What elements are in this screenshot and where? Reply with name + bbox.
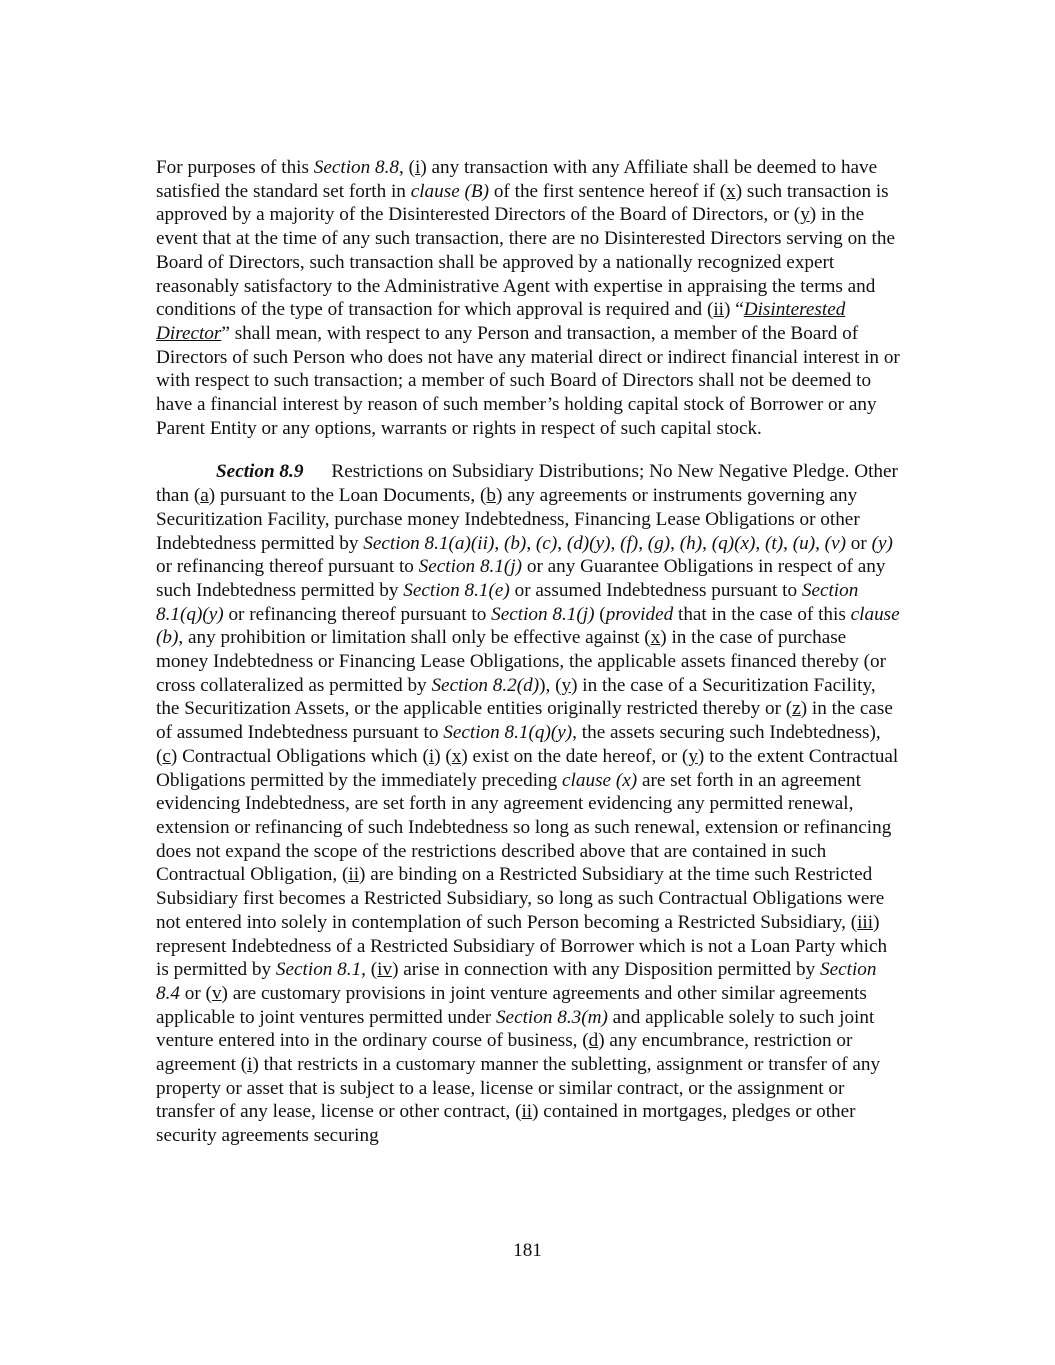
section-title: Restrictions on Subsidiary Distributions; No New Negative Pledge. [331, 461, 850, 483]
section-heading: Section 8.9 [216, 461, 304, 483]
clause-marker: ii [521, 1101, 533, 1123]
section-8-9-paragraph [156, 460, 901, 1147]
text-run: ) Contractual Obligations which ( [170, 745, 429, 767]
clause-marker: c [162, 745, 171, 767]
clause-reference: clause (B) [410, 180, 490, 202]
paragraph-spacer [156, 440, 901, 460]
text-run: ) ( [434, 745, 452, 767]
clause-marker: z [792, 698, 801, 720]
text-run: and applicable solely to such joint venture entered into in the ordinary course of business, ( [156, 1006, 875, 1052]
page-number: 181 [513, 1240, 542, 1261]
text-run: ) such transaction is approved by a majority of the Disinterested Directors of the Board of Directors, or ( [156, 180, 889, 226]
section-reference: Section 8.1 [275, 959, 362, 981]
clause-marker: ii [713, 299, 725, 321]
text-run: ) that restricts in a customary manner the subletting, assignment or transfer of any property or asset that is subject to a lease, license or similar contract, or the assignment or transfer of any lease, license or other contract, ( [156, 1054, 881, 1123]
text-run: , [755, 532, 765, 554]
section-reference: Section 8.3(m) [495, 1006, 608, 1028]
text-run: , [494, 532, 504, 554]
text-run: For purposes of this [156, 157, 314, 178]
text-run: ) are customary provisions in joint venture agreements and other similar agreements applicable to joint ventures permitted under [156, 982, 867, 1028]
section-reference: Section 8.4 [156, 959, 877, 1004]
clause-marker: i [247, 1054, 253, 1076]
text-run: , [526, 532, 536, 554]
text-run: of the first sentence hereof if ( [489, 180, 727, 202]
text-run: or assumed Indebtedness pursuant to [509, 579, 802, 601]
clause-reference: (h) [679, 532, 703, 554]
clause-marker: y [688, 745, 698, 767]
text-run: ) contained in mortgages, pledges or other security agreements securing [156, 1101, 856, 1147]
clause-marker: b [486, 485, 496, 507]
text-run: that in the case of this [673, 603, 851, 625]
text-run: , [702, 532, 712, 554]
section-reference: Section 8.1(j) [418, 556, 523, 578]
clause-marker: y [561, 674, 572, 696]
defined-term: Disinterested Director [156, 299, 846, 344]
text-run: ) are binding on a Restricted Subsidiary at the time such Restricted Subsidiary first becomes a Restricted Subsidiary, so long as such Contractual Obligations were not entered into solely in contemplation of such Person becoming a Restricted Subsidiary, ( [156, 864, 885, 933]
text-run: , ( [399, 157, 416, 178]
text-run: ), ( [539, 674, 562, 696]
text-run: ) any encumbrance, restriction or agreement ( [156, 1030, 853, 1076]
clause-reference: clause (x) [562, 769, 638, 791]
clause-reference: (b) [503, 532, 527, 554]
clause-marker: v [211, 982, 222, 1004]
text-run: ) any transaction with any Affiliate shall be deemed to have satisfied the standard set forth in [156, 157, 878, 202]
clause-marker: iii [857, 911, 874, 933]
section-reference: Section 8.1(j) [491, 603, 595, 625]
clause-reference: clause (b) [156, 603, 900, 649]
text-run: ) “ [724, 299, 744, 321]
section-reference: Section 8.2(d) [431, 674, 540, 696]
clause-reference: (u), (v) [792, 532, 846, 554]
clause-marker: iv [377, 959, 393, 981]
clause-reference: (t) [765, 532, 784, 554]
text-run: or refinancing thereof pursuant to [156, 556, 419, 578]
section-reference: Section 8.1(e) [403, 579, 510, 601]
text-run: ) in the case of a Securitization Facility, the Securitization Assets, or the applicable entities originally restricted thereby or ( [156, 674, 876, 720]
text-run: , ( [361, 959, 378, 981]
clause-marker: a [200, 485, 209, 507]
clause-reference: (c) [535, 532, 558, 554]
text-run: Other than ( [156, 461, 898, 507]
clause-marker: x [726, 180, 736, 202]
text-run: ) exist on the date hereof, or ( [461, 745, 689, 767]
text-run: ) represent Indebtedness of a Restricted Subsidiary of Borrower which is not a Loan Party which is permitted by [156, 911, 888, 981]
document-body [156, 156, 901, 1148]
text-run: or [845, 532, 872, 554]
proviso-term: provided [605, 603, 674, 625]
clause-reference: (y) [871, 532, 893, 554]
text-run: ) any agreements or instruments governing any Securitization Facility, purchase money Indebtedness, Financing Lease Obligations or other Indebtedness permitted by [156, 485, 860, 554]
clause-marker: x [650, 627, 661, 649]
text-run: ) arise in connection with any Disposition permitted by [392, 959, 820, 981]
text-run: , [638, 532, 648, 554]
section-reference: Section 8.1(q)(y) [156, 579, 859, 625]
section-reference: Section 8.1(q)(y) [443, 722, 573, 744]
text-run: , any prohibition or limitation shall only be effective against ( [178, 627, 651, 649]
text-run: ) in the event that at the time of any such transaction, there are no Disinterested Directors serving on the Board of Directors, such transaction shall be approved by a nationally recognized expert reasonably satisfactory to the Administrative Agent with expertise in appraising the terms and conditions of the type of transaction for which approval is required and ( [156, 204, 895, 321]
text-run: ” shall mean, with respect to any Person and transaction, a member of the Board of Directors of such Person who does not have any material direct or indirect financial interest in or with respect to such transaction; a member of such Board of Directors shall not be deemed to have a financial interest by reason of such member’s holding capital stock of Borrower or any Parent Entity or any options, warrants or rights in respect of such capital stock. [156, 322, 900, 439]
clause-marker: i [415, 157, 421, 178]
clause-marker: i [428, 745, 435, 767]
clause-marker: ii [348, 864, 360, 886]
text-run: ( [594, 603, 606, 625]
clause-reference: (d)(y) [566, 532, 611, 554]
clause-reference: (f) [620, 532, 639, 554]
text-run: ) in the case of purchase money Indebtedness or Financing Lease Obligations, the applicable assets financed thereby (or cross collateralized as permitted by [156, 627, 886, 696]
clause-marker: x [451, 745, 462, 767]
section-reference: Section 8.1(a)(ii) [363, 532, 495, 554]
text-run: , [610, 532, 621, 554]
clause-reference: (g) [647, 532, 671, 554]
text-run: ) to the extent Contractual Obligations permitted by the immediately preceding [156, 745, 899, 791]
text-run: or ( [179, 982, 212, 1004]
text-run: , [557, 532, 567, 554]
text-run: , [670, 532, 680, 554]
text-run: , [783, 532, 793, 554]
section-reference: Section 8.8 [313, 157, 400, 178]
text-run: ) in the case of assumed Indebtedness pursuant to [156, 698, 893, 744]
text-run: ) pursuant to the Loan Documents, ( [208, 485, 487, 507]
clause-marker: d [588, 1030, 599, 1052]
clause-marker: y [800, 204, 810, 226]
section-8-8-closing-paragraph [156, 156, 901, 440]
text-run: , the assets securing such Indebtedness), ( [156, 722, 881, 767]
text-run: are set forth in an agreement evidencing Indebtedness, are set forth in any agreement evidencing any permitted renewal, extension or refinancing of such Indebtedness so long as such renewal, extension or refinancing does not expand the scope of the restrictions described above that are contained in such Contractual Obligation, ( [156, 769, 892, 886]
text-run: or any Guarantee Obligations in respect of any such Indebtedness permitted by [156, 556, 886, 601]
clause-reference: (q)(x) [711, 532, 756, 554]
text-run: or refinancing thereof pursuant to [223, 603, 492, 625]
